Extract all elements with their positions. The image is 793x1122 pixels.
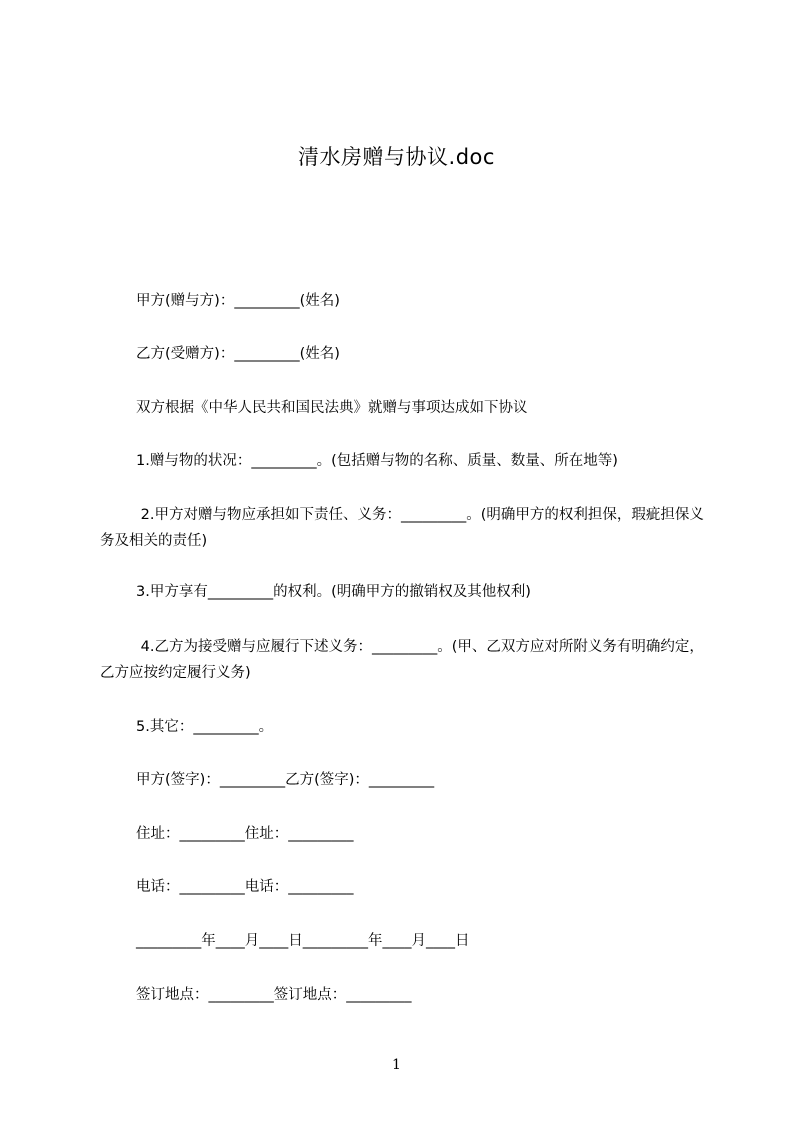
address-line — [100, 821, 710, 847]
signing-location-text: 签订地点：_________签订地点：_________ — [136, 987, 412, 1003]
page-number: 1 — [392, 1057, 401, 1073]
clause-5 — [100, 714, 710, 740]
clause-3-text: 3.甲方享有_________的权利。(明确甲方的撤销权及其他权利) — [136, 584, 531, 600]
agreement-intro-text: 双方根据《中华人民共和国民法典》就赠与事项达成如下协议 — [136, 400, 528, 416]
party-a-text: 甲方(赠与方)：_________(姓名) — [136, 293, 340, 309]
signature-line — [100, 767, 710, 793]
clause-2 — [100, 502, 710, 554]
party-b-line — [100, 341, 710, 367]
clause-5-text: 5.其它：_________。 — [136, 719, 274, 735]
clause-2-text: 2.甲方对赠与物应承担如下责任、义务：_________。(明确甲方的权利担保，瑕疵担保义务及相关的责任) — [100, 507, 704, 549]
party-a-line — [100, 288, 710, 314]
signature-text: 甲方(签字)：_________乙方(签字)：_________ — [136, 772, 435, 788]
document-title: 清水房赠与协议.doc — [298, 145, 495, 169]
party-b-text: 乙方(受赠方)：_________(姓名) — [136, 346, 340, 362]
signing-location-line — [100, 982, 710, 1008]
agreement-intro — [100, 395, 710, 421]
clause-4 — [100, 634, 710, 686]
clause-1 — [100, 448, 710, 474]
phone-line — [100, 874, 710, 900]
clause-3 — [100, 579, 710, 605]
date-text: _________年____月____日_________年____月____日 — [136, 933, 470, 949]
address-text: 住址：_________住址：_________ — [136, 826, 354, 842]
phone-text: 电话：_________电话：_________ — [136, 879, 354, 895]
date-line — [100, 928, 710, 954]
clause-4-text: 4.乙方为接受赠与应履行下述义务：_________。(甲、乙双方应对所附义务有明确约定，乙方应按约定履行义务) — [100, 639, 704, 681]
clause-1-text: 1.赠与物的状况：_________。(包括赠与物的名称、质量、数量、所在地等) — [136, 453, 618, 469]
